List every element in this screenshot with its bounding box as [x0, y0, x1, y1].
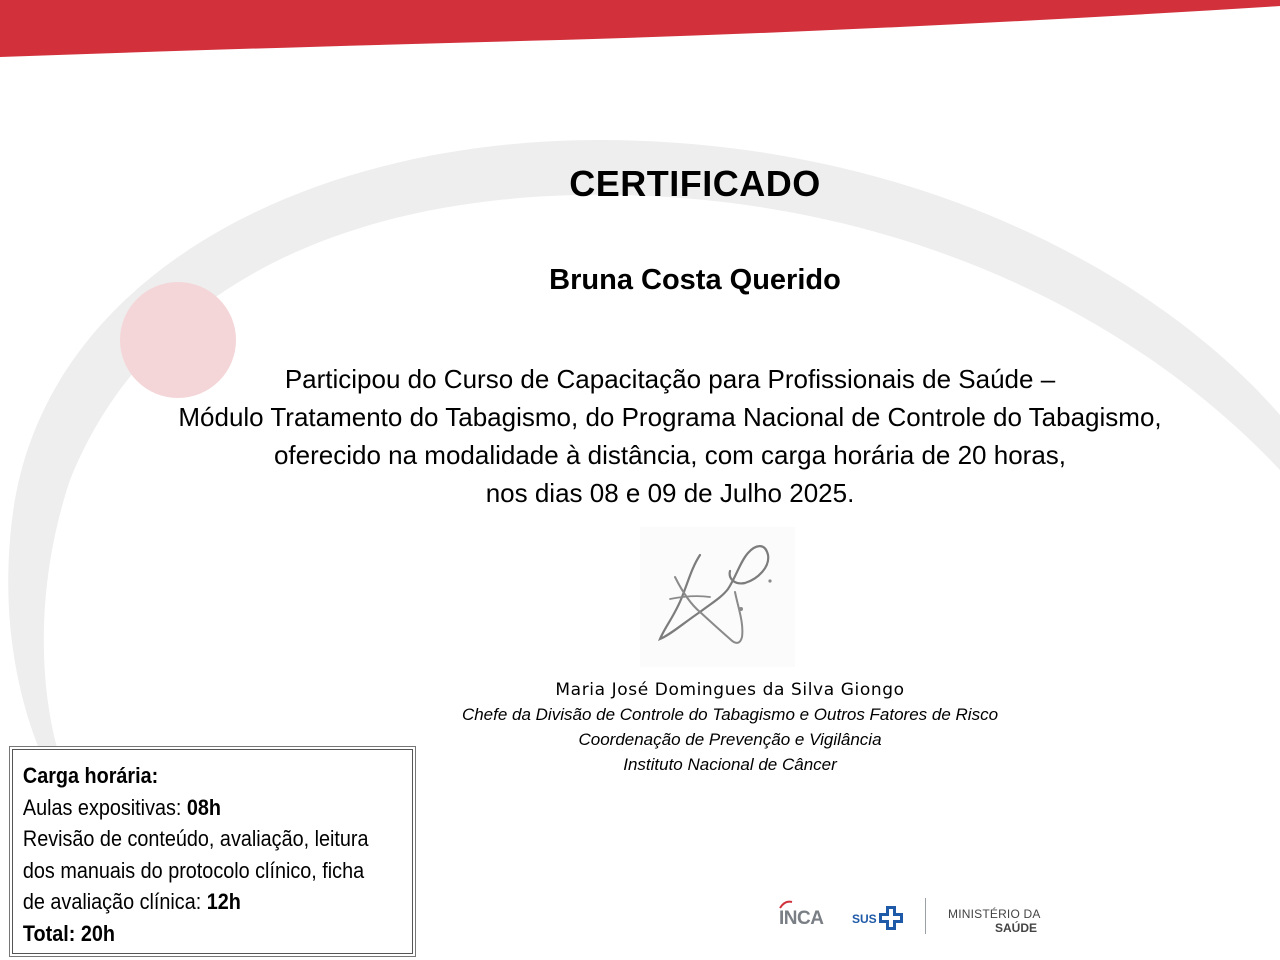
logo-bar	[775, 890, 1055, 942]
certificate-body	[30, 360, 1280, 512]
body-line: Participou do Curso de Capacitação para Profissionais de Saúde –	[284, 364, 1056, 394]
workload-heading: Carga horária:	[22, 763, 159, 788]
workload-box	[12, 749, 413, 954]
handwritten-signature	[640, 527, 795, 667]
ministry-logo-line-2: SAÚDE	[995, 921, 1038, 935]
body-line: oferecido na modalidade à distância, com carga horária de 20 horas,	[273, 440, 1067, 470]
body-line: nos dias 08 e 09 de Julho 2025.	[485, 478, 855, 508]
recipient-name: Bruna Costa Querido	[549, 264, 841, 296]
ministry-logo-line-1: MINISTÉRIO DA	[948, 907, 1041, 921]
review-value: 12h	[206, 889, 241, 914]
signer-name: Maria José Domingues da Silva Giongo	[555, 680, 905, 700]
inca-logo: INCA	[779, 908, 824, 929]
certificate-title: CERTIFICADO	[569, 163, 821, 204]
sus-cross-icon	[877, 904, 905, 932]
sus-logo: SUS	[852, 912, 877, 926]
workload-review	[23, 886, 410, 918]
lectures-label: Aulas expositivas:	[22, 794, 187, 820]
body-line: Módulo Tratamento do Tabagismo, do Programa Nacional de Controle do Tabagismo,	[178, 402, 1162, 432]
signer-department: Coordenação de Prevenção e Vigilância	[578, 730, 882, 749]
signer-institution: Instituto Nacional de Câncer	[623, 755, 837, 774]
workload-total: Total: 20h	[22, 920, 115, 946]
workload-lectures	[23, 792, 410, 824]
inca-swoosh-icon	[779, 900, 793, 910]
logo-divider	[925, 898, 926, 934]
signer-role: Chefe da Divisão de Controle do Tabagismo e Outros Fatores de Risco	[461, 705, 999, 724]
workload-review-line: Revisão de conteúdo, avaliação, leitura	[22, 826, 369, 851]
signer-block	[390, 678, 1070, 777]
top-red-band	[0, 0, 1280, 57]
lectures-value: 08h	[186, 794, 222, 820]
review-label: de avaliação clínica:	[22, 889, 207, 914]
workload-review-line: dos manuais do protocolo clínico, ficha	[22, 857, 365, 883]
